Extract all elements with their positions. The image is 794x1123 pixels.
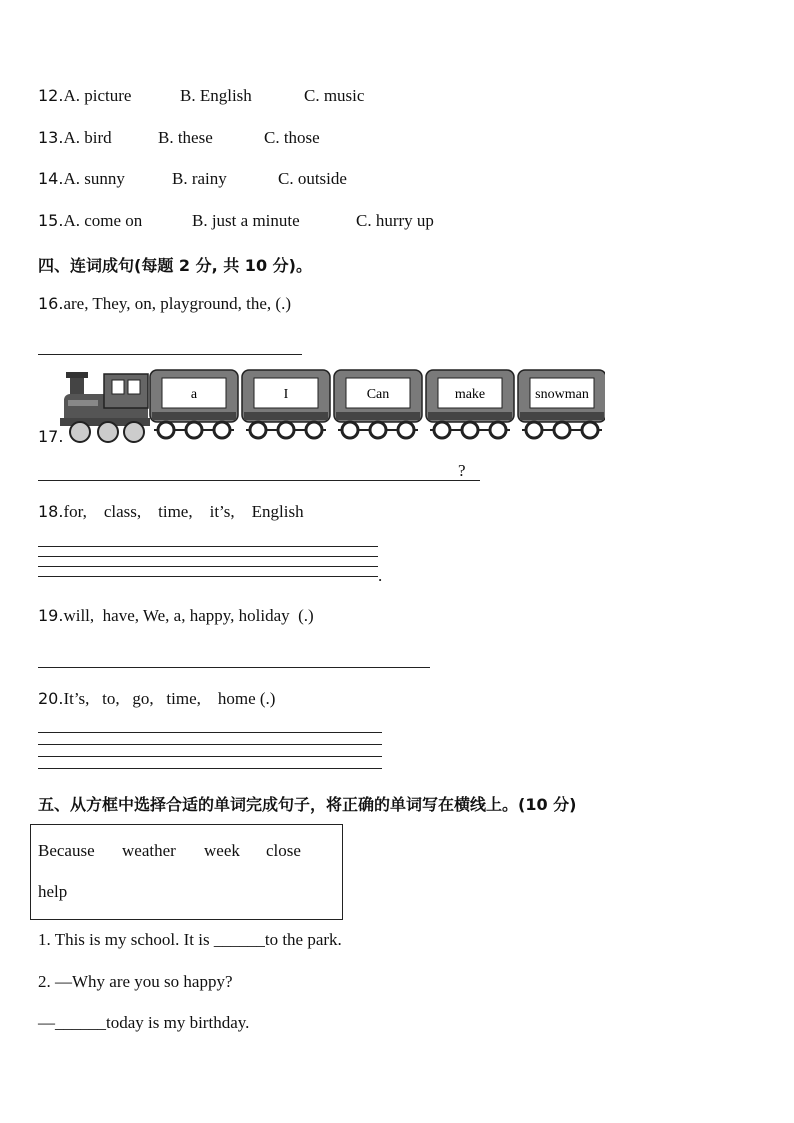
- train-car-4: [518, 370, 605, 438]
- sentence-after: to the park.: [264, 930, 342, 949]
- answer-line-18-2[interactable]: [38, 556, 378, 557]
- question-14-option-c: C. outside: [278, 169, 347, 188]
- sentence-2: [38, 972, 233, 992]
- question-12-option-c: C. music: [304, 86, 365, 105]
- train-car-1: [242, 370, 330, 438]
- question-number: 12.: [38, 86, 64, 105]
- question-number: 13.: [38, 128, 64, 147]
- answer-line-18-4[interactable]: [38, 576, 378, 577]
- blank[interactable]: ______: [213, 930, 265, 949]
- answer-line-20-2[interactable]: [38, 744, 382, 745]
- train-car-3: [426, 370, 514, 438]
- question-12: [38, 86, 131, 106]
- train-illustration: [60, 364, 605, 446]
- car-word: Can: [366, 387, 390, 402]
- word-list: It’s, to, go, time, home (.): [63, 689, 276, 708]
- question-20: [38, 689, 275, 709]
- answer-line-17[interactable]: [38, 480, 480, 481]
- box-word-weather: weather: [122, 841, 176, 860]
- question-number: 15.: [38, 211, 64, 230]
- question-12-option-b: B. English: [180, 86, 252, 105]
- word-list: will, have, We, a, happy, holiday (.): [63, 606, 314, 625]
- word-list: for, class, time, it’s, English: [63, 502, 304, 521]
- section-4-heading: 四、连词成句(每题 2 分, 共 10 分)。: [38, 256, 312, 275]
- question-17-end-mark: ?: [458, 461, 466, 480]
- answer-line-20-3[interactable]: [38, 756, 382, 757]
- question-18-end-mark: .: [378, 566, 383, 585]
- answer-line-19[interactable]: [38, 667, 430, 668]
- question-17-number: 17.: [38, 427, 64, 446]
- question-13-option-b: B. these: [158, 128, 213, 147]
- question-13-option-c: C. those: [264, 128, 320, 147]
- question-number: 19.: [38, 606, 64, 625]
- question-14: [38, 169, 125, 189]
- option-a: A. sunny: [63, 169, 125, 188]
- box-word-week: week: [204, 841, 240, 860]
- option-a: A. come on: [63, 211, 143, 230]
- car-word: snowman: [535, 387, 589, 402]
- answer-line-18-1[interactable]: [38, 546, 378, 547]
- dash: —: [38, 1013, 55, 1032]
- train-car-2: [334, 370, 422, 438]
- question-13: [38, 128, 112, 148]
- option-a: A. picture: [63, 86, 132, 105]
- blank[interactable]: ______: [55, 1013, 106, 1032]
- question-15-option-b: B. just a minute: [192, 211, 300, 230]
- car-word: I: [283, 387, 289, 402]
- option-a: A. bird: [63, 128, 112, 147]
- question-16: [38, 294, 291, 314]
- question-19: [38, 606, 314, 626]
- question-number: 14.: [38, 169, 64, 188]
- sentence-before: This is my school. It is: [54, 930, 210, 949]
- box-word-close: close: [266, 841, 301, 860]
- question-number: 18.: [38, 502, 64, 521]
- locomotive: [60, 372, 150, 442]
- sentence-after: today is my birthday.: [106, 1013, 250, 1032]
- sentence-number: 1.: [38, 930, 51, 949]
- question-15-option-c: C. hurry up: [356, 211, 434, 230]
- answer-line-16[interactable]: [38, 354, 302, 355]
- sentence-1: [38, 930, 342, 950]
- sentence-text: —Why are you so happy?: [55, 972, 233, 991]
- answer-line-20-4[interactable]: [38, 768, 382, 769]
- train-car-0: [150, 370, 238, 438]
- answer-line-20-1[interactable]: [38, 732, 382, 733]
- question-18: [38, 502, 304, 522]
- sentence-number: 2.: [38, 972, 51, 991]
- question-15: [38, 211, 142, 231]
- question-number: 16.: [38, 294, 64, 313]
- sentence-3: [38, 1013, 249, 1033]
- question-number: 20.: [38, 689, 64, 708]
- answer-line-18-3[interactable]: [38, 566, 378, 567]
- box-word-help: help: [38, 882, 68, 901]
- car-word: make: [454, 387, 486, 402]
- word-list: are, They, on, playground, the, (.): [63, 294, 291, 313]
- question-14-option-b: B. rainy: [172, 169, 227, 188]
- section-5-heading: 五、从方框中选择合适的单词完成句子，将正确的单词写在横线上。(10 分): [38, 795, 577, 814]
- box-word-because: Because: [38, 841, 95, 860]
- car-word: a: [190, 387, 198, 402]
- word-box: [30, 824, 343, 920]
